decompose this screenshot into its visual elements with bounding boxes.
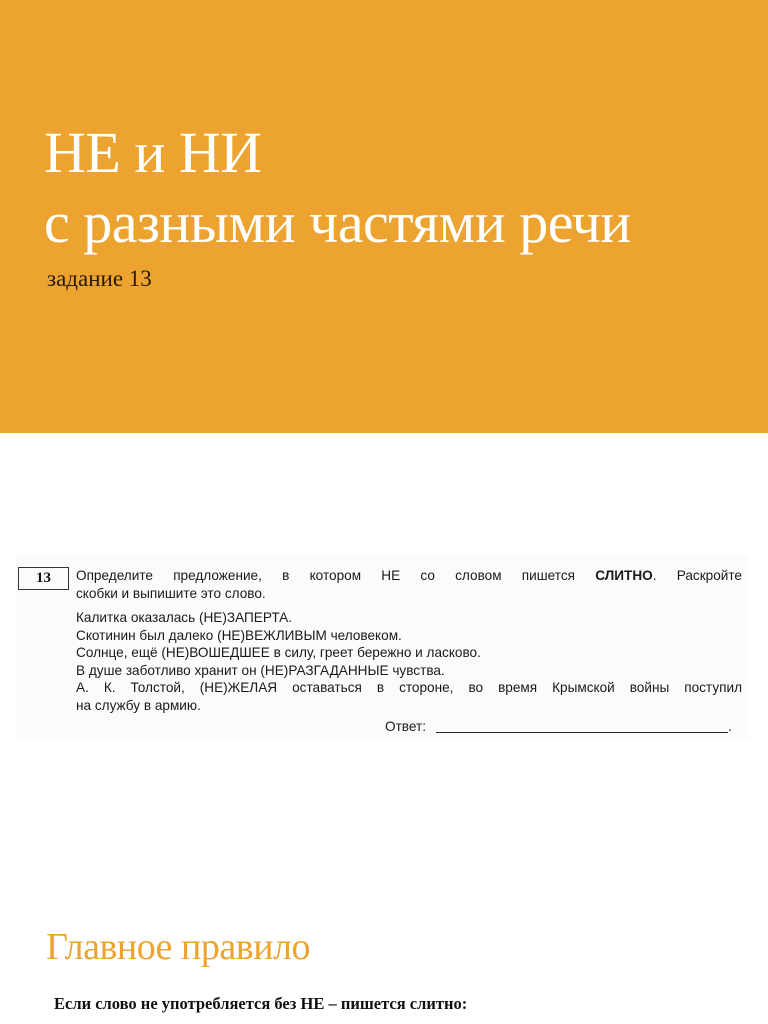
answer-line	[385, 719, 732, 734]
rule-heading: Главное правило	[46, 926, 310, 968]
task-sentence: Солнце, ещё (НЕ)ВОШЕДШЕЕ в силу, греет бережно и ласково.	[76, 645, 481, 660]
task-sentence: на службу в армию.	[76, 697, 201, 713]
task-text	[76, 567, 742, 714]
task-instruction-bold: СЛИТНО	[595, 568, 653, 583]
answer-end: .	[727, 719, 732, 734]
answer-label: Ответ:	[385, 719, 426, 734]
slide-title-line2: с разными частями речи	[44, 190, 631, 255]
task-sentence: Калитка оказалась (НЕ)ЗАПЕРТА.	[76, 610, 293, 625]
slide-subtitle: задание 13	[47, 266, 152, 291]
title-slide	[0, 0, 768, 433]
task-sentence: В душе заботливо хранит он (НЕ)РАЗГАДАННЫЕ чувства.	[76, 662, 445, 678]
task-number-box: 13	[18, 567, 69, 590]
task-sentence: Скотинин был далеко (НЕ)ВЕЖЛИВЫМ человеком.	[76, 627, 402, 643]
task-sentence: А. К. Толстой, (НЕ)ЖЕЛАЯ оставаться в стороне, во время Крымской войны поступил	[76, 680, 742, 695]
slide-title-line1: НЕ и НИ	[44, 120, 262, 185]
answer-blank	[436, 720, 728, 733]
exam-task-image	[16, 555, 748, 739]
rule-text: Если слово не употребляется без НЕ – пишется слитно:	[54, 994, 468, 1013]
task-instruction-line2: скобки и выпишите это слово.	[76, 585, 266, 601]
task-instruction-part2: . Раскройте	[652, 568, 742, 583]
slide-title	[44, 118, 631, 258]
task-instruction-part1: Определите предложение, в котором НЕ со словом пишется	[76, 568, 596, 583]
task-instruction-line1	[76, 567, 742, 585]
